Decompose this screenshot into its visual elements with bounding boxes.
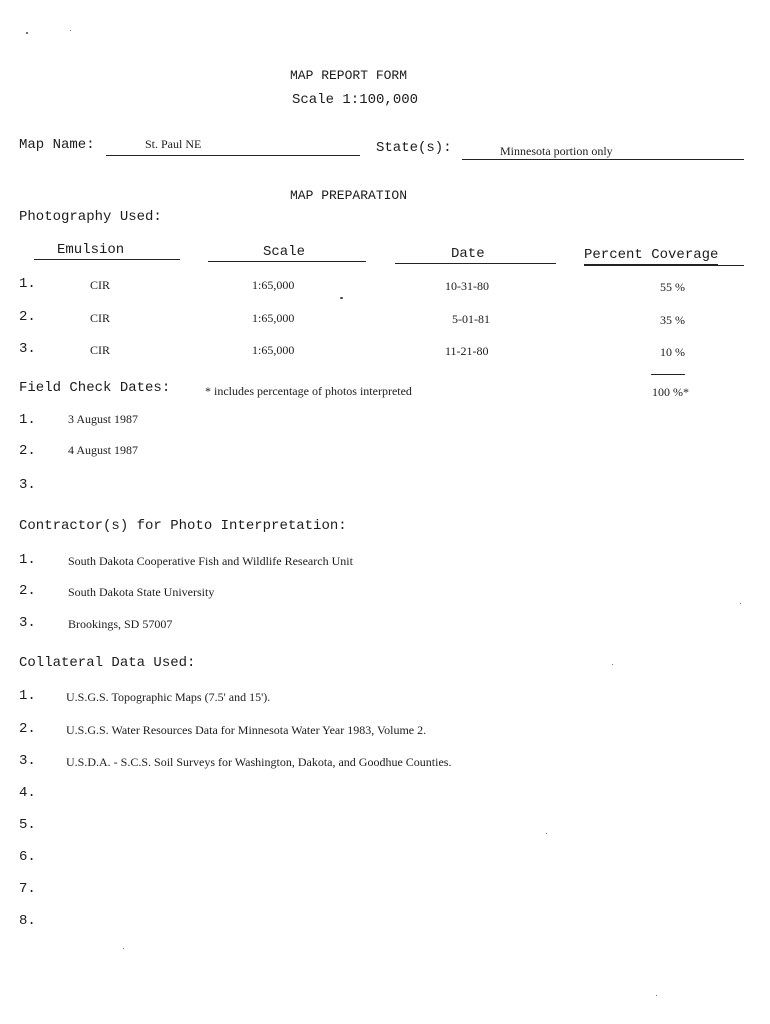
speck (612, 664, 613, 665)
col-emulsion: Emulsion (57, 242, 125, 258)
item-number: 4. (19, 785, 36, 801)
row-date: 5-01-81 (452, 312, 490, 326)
row-date: 11-21-80 (445, 344, 489, 358)
speck (546, 833, 547, 834)
col-emulsion-underline (34, 259, 180, 260)
speck (123, 948, 124, 949)
row-scale: 1:65,000 (252, 343, 295, 357)
item-number: 7. (19, 881, 36, 897)
col-scale-underline (208, 261, 366, 262)
item-text: U.S.G.S. Water Resources Data for Minnesota Water Year 1983, Volume 2. (66, 723, 427, 737)
item-number: 2. (19, 443, 36, 459)
row-number: 1. (19, 276, 36, 292)
coverage-total: 100 %* (652, 385, 689, 399)
speck (740, 603, 741, 604)
state-label: State(s): (376, 140, 452, 156)
item-text: 3 August 1987 (68, 412, 139, 426)
item-text: U.S.D.A. - S.C.S. Soil Surveys for Washington, Dakota, and Goodhue Counties. (66, 755, 452, 769)
item-text: South Dakota State University (68, 585, 215, 599)
map-name-label: Map Name: (19, 137, 95, 153)
row-number: 2. (19, 309, 36, 325)
col-coverage-underline (584, 265, 744, 266)
item-number: 6. (19, 849, 36, 865)
item-number: 5. (19, 817, 36, 833)
row-scale: 1:65,000 (252, 311, 295, 325)
row-emulsion: CIR (90, 278, 111, 292)
row-coverage: 10 % (660, 345, 685, 359)
row-emulsion: CIR (90, 343, 111, 357)
row-coverage: 35 % (660, 313, 685, 327)
item-number: 3. (19, 753, 36, 769)
item-number: 1. (19, 412, 36, 428)
form-scale: Scale 1:100,000 (292, 92, 419, 108)
map-name-value: St. Paul NE (145, 137, 202, 151)
item-text: Brookings, SD 57007 (68, 617, 173, 631)
item-number: 3. (19, 615, 36, 631)
speck (70, 30, 71, 31)
section-heading: MAP PREPARATION (290, 188, 408, 203)
row-emulsion: CIR (90, 311, 111, 325)
form-title: MAP REPORT FORM (290, 68, 408, 83)
state-underline (462, 159, 744, 160)
row-number: 3. (19, 341, 36, 357)
col-date-underline (395, 263, 556, 264)
item-text: U.S.G.S. Topographic Maps (7.5' and 15'). (66, 690, 271, 704)
item-text: 4 August 1987 (68, 443, 139, 457)
speck (340, 297, 343, 299)
item-number: 2. (19, 583, 36, 599)
coverage-footnote: * includes percentage of photos interpreted (205, 384, 412, 398)
row-date: 10-31-80 (445, 279, 489, 293)
total-rule (651, 374, 685, 375)
speck (26, 32, 28, 34)
item-number: 3. (19, 477, 36, 493)
speck (656, 995, 657, 996)
item-number: 1. (19, 688, 36, 704)
item-text: South Dakota Cooperative Fish and Wildlife Research Unit (68, 554, 353, 568)
contractors-label: Contractor(s) for Photo Interpretation: (19, 518, 347, 534)
item-number: 8. (19, 913, 36, 929)
map-name-underline (106, 155, 360, 156)
col-percent-coverage: Percent Coverage (584, 247, 719, 263)
state-value: Minnesota portion only (500, 144, 613, 158)
photography-label: Photography Used: (19, 209, 162, 225)
col-date: Date (451, 246, 485, 262)
item-number: 1. (19, 552, 36, 568)
row-coverage: 55 % (660, 280, 685, 294)
field-check-label: Field Check Dates: (19, 380, 171, 396)
row-scale: 1:65,000 (252, 278, 295, 292)
item-number: 2. (19, 721, 36, 737)
col-scale: Scale (263, 244, 306, 260)
collateral-label: Collateral Data Used: (19, 655, 196, 671)
